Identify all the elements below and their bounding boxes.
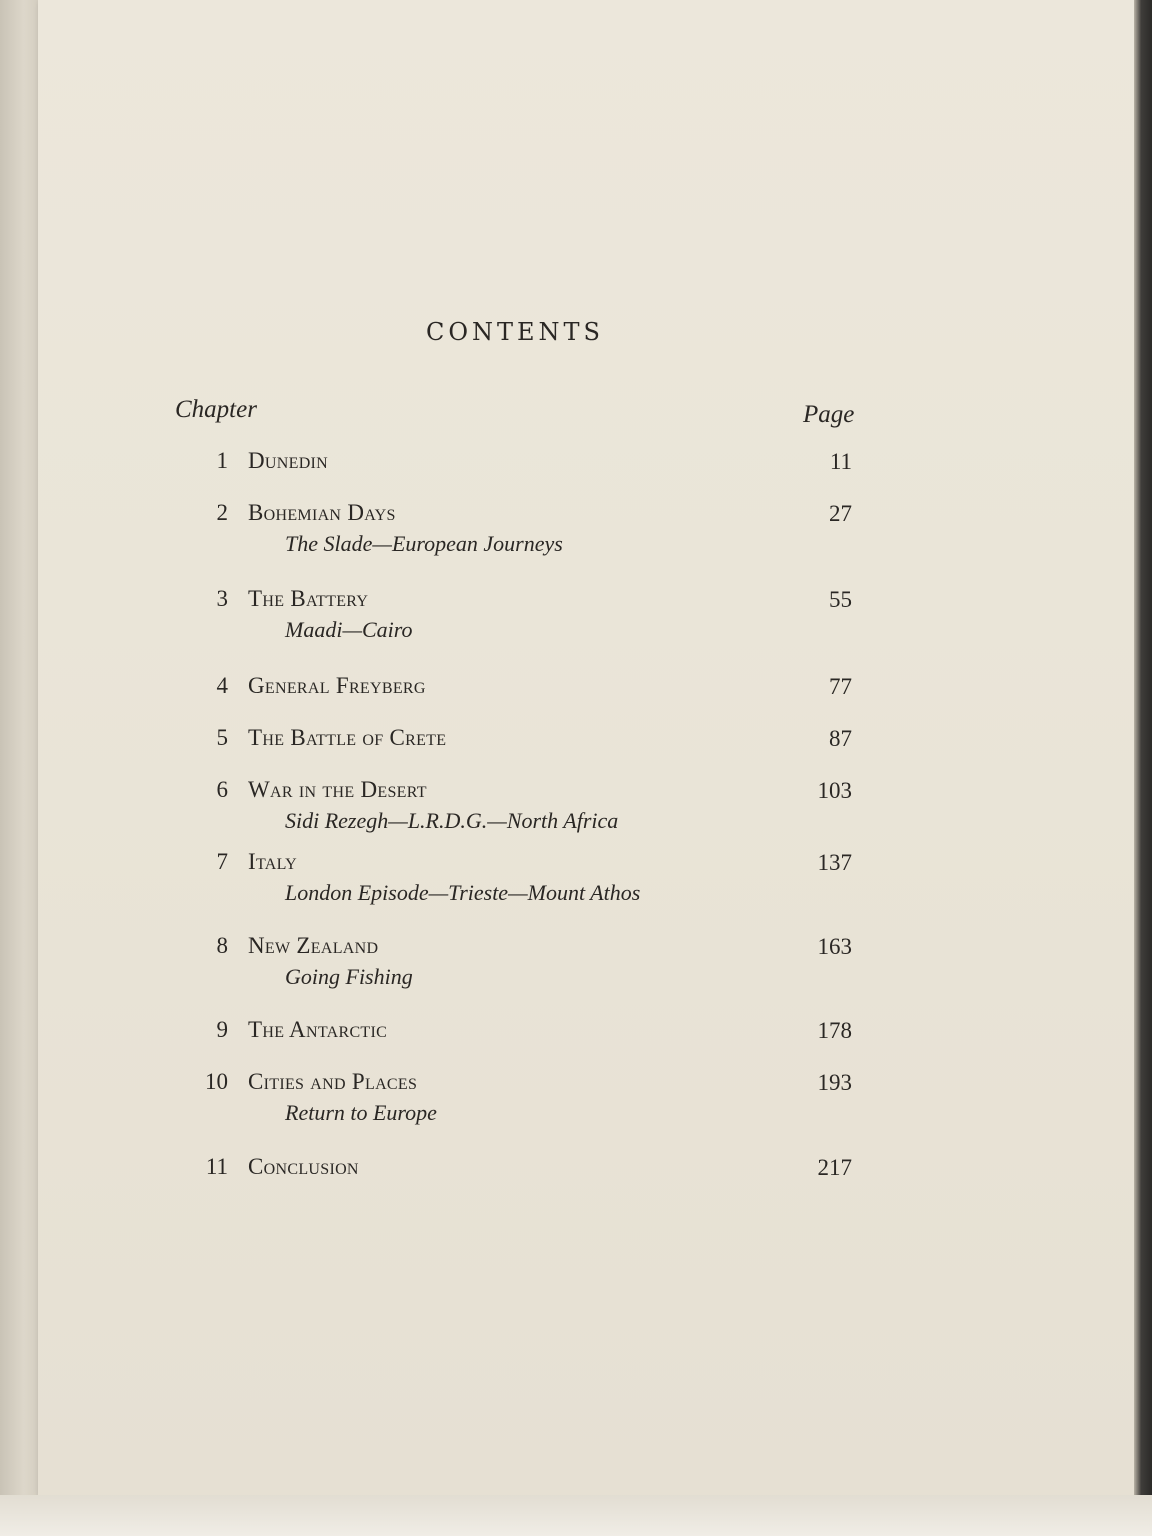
page-number: 27 xyxy=(829,501,852,526)
chapter-number: 6 xyxy=(216,777,228,802)
toc-entry xyxy=(0,448,1100,508)
page-number: 217 xyxy=(817,1155,852,1180)
chapter-title: Italy xyxy=(248,849,297,874)
page-number: 163 xyxy=(817,934,852,959)
chapter-number: 8 xyxy=(216,933,228,958)
page-number: 77 xyxy=(829,674,852,699)
toc-entry xyxy=(0,849,1100,909)
chapter-subtitle: Sidi Rezegh—L.R.D.G.—North Africa xyxy=(285,808,619,833)
chapter-title: The Battery xyxy=(248,586,369,611)
toc-entry xyxy=(0,777,1100,837)
toc-entry xyxy=(0,725,1100,785)
page-number: 103 xyxy=(817,778,852,803)
page-number: 137 xyxy=(817,850,852,875)
chapter-number: 5 xyxy=(216,725,228,750)
chapter-number: 11 xyxy=(205,1154,228,1179)
page-number: 11 xyxy=(829,449,852,474)
page-number: 87 xyxy=(829,726,852,751)
chapter-title: New Zealand xyxy=(248,933,379,958)
chapter-title: War in the Desert xyxy=(248,777,427,802)
chapter-number: 7 xyxy=(216,849,228,874)
chapter-title: General Freyberg xyxy=(248,673,426,698)
book-cover-edge xyxy=(1134,0,1152,1536)
chapter-subtitle: Maadi—Cairo xyxy=(285,617,413,642)
chapter-number: 4 xyxy=(216,673,228,698)
toc-entry xyxy=(0,673,1100,733)
chapter-number: 10 xyxy=(205,1069,228,1094)
chapter-subtitle: Going Fishing xyxy=(285,964,413,989)
chapter-title: The Battle of Crete xyxy=(248,725,447,750)
chapter-subtitle: London Episode—Trieste—Mount Athos xyxy=(285,880,641,905)
page-column-header: Page xyxy=(803,401,855,428)
chapter-number: 2 xyxy=(216,500,228,525)
chapter-number: 9 xyxy=(216,1017,228,1042)
chapter-number: 1 xyxy=(216,448,228,473)
chapter-title: Dunedin xyxy=(248,448,329,473)
toc-entry xyxy=(0,933,1100,993)
chapter-subtitle: Return to Europe xyxy=(285,1100,437,1125)
chapter-title: The Antarctic xyxy=(248,1017,388,1042)
chapter-column-header: Chapter xyxy=(175,396,257,423)
page-number: 178 xyxy=(817,1018,852,1043)
chapter-subtitle: The Slade—European Journeys xyxy=(285,531,563,556)
toc-entry xyxy=(0,1069,1100,1129)
toc-entry xyxy=(0,1017,1100,1077)
chapter-title: Bohemian Days xyxy=(248,500,396,525)
table-surface xyxy=(0,1495,1152,1536)
page-title: CONTENTS xyxy=(425,318,604,346)
page-number: 55 xyxy=(829,587,852,612)
chapter-title: Conclusion xyxy=(248,1154,359,1179)
page-number: 193 xyxy=(817,1070,852,1095)
toc-entry xyxy=(0,500,1100,560)
chapter-number: 3 xyxy=(216,586,228,611)
toc-entry xyxy=(0,1154,1100,1214)
chapter-title: Cities and Places xyxy=(248,1069,418,1094)
toc-entry xyxy=(0,586,1100,646)
